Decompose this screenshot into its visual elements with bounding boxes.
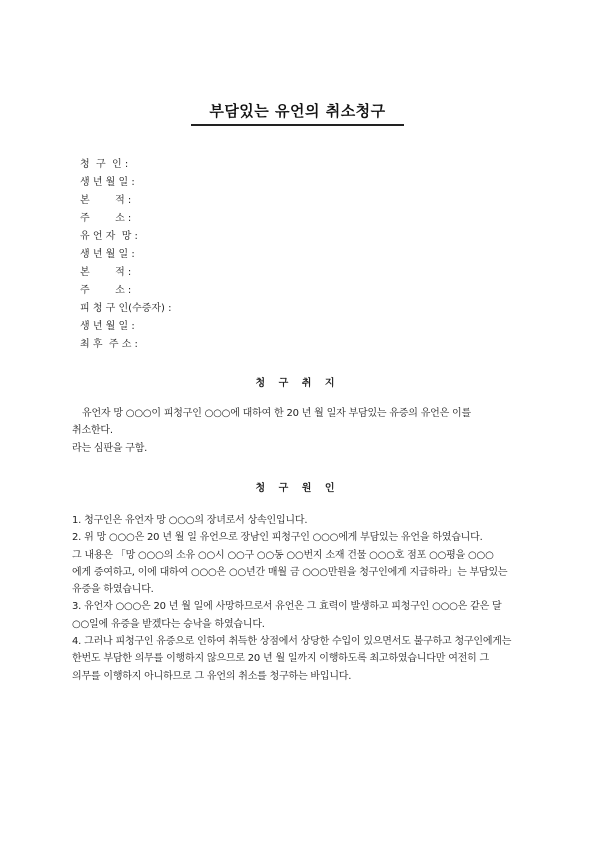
field-claimant-domicile: 본 적 : <box>80 195 132 206</box>
field-claimant-address: 주 소 : <box>80 213 132 224</box>
claim-cause-item-2-content: 그 내용은 「망 ○○○의 소유 ○○시 ○○구 ○○동 ○○번지 소재 건물 ○○○호 점포 ○○평을 ○○○에게 증여하고, 이에 대하여 ○○○은 ○○년간 매월 금 ○○○만원을 청구인에게 지급하라」는 부담있는 유증을 하였습니다. <box>72 549 508 596</box>
field-last-address: 최 후 주 소 : <box>80 339 138 350</box>
field-testator-address: 주 소 : <box>80 285 132 296</box>
claim-purpose-section <box>72 405 512 457</box>
field-testator-birthdate: 생 년 월 일 : <box>80 249 135 260</box>
title-block <box>0 100 595 126</box>
field-testator-domicile: 본 적 : <box>80 267 132 278</box>
field-claimant-birthdate: 생 년 월 일 : <box>80 177 135 188</box>
claim-cause-item-1: 1. 청구인은 유언자 망 ○○○의 장녀로서 상속인입니다. <box>72 515 308 526</box>
document-title: 부담있는 유언의 취소청구 <box>191 100 403 126</box>
claim-cause-item-3: 3. 유언자 ○○○은 20 년 월 일에 사망하므로서 유언은 그 효력이 발생하고 피청구인 ○○○은 같은 달 ○○일에 유증을 받겠다는 승낙을 하였습니다. <box>72 601 502 630</box>
claim-cause-item-2: 2. 위 망 ○○○은 20 년 월 일 유언으로 장남인 피청구인 ○○○에게 부담있는 유언을 하였습니다. <box>72 532 483 544</box>
claim-cause-section <box>72 512 512 685</box>
claim-cause-item-4: 4. 그러나 피청구인 유증으로 인하여 취득한 상점에서 상당한 수입이 있으면서도 불구하고 청구인에게는 한번도 부담한 의무를 이행하지 않으므로 20 년 월 일까지 이행하도록 최고하였습니다만 여전히 그 의무를 이행하지 아니하므로 그 유언의 취소를 청구하는 바입니다. <box>72 636 512 682</box>
claim-purpose-closing: 라는 심판을 구함. <box>72 442 148 454</box>
field-claimant: 청 구 인 : <box>80 159 129 170</box>
party-info-fields <box>80 156 172 354</box>
claim-cause-heading: 청 구 원 인 <box>255 483 340 494</box>
field-testator: 유 언 자 망 : <box>80 231 138 242</box>
field-respondent-birthdate: 생 년 월 일 : <box>80 321 135 332</box>
field-respondent: 피 청 구 인(수증자) : <box>80 303 172 314</box>
claim-purpose-heading: 청 구 취 지 <box>255 378 340 389</box>
claim-purpose-body: 유언자 망 ○○○이 피청구인 ○○○에 대하여 한 20 년 월 일자 부담있는 유증의 유언은 이를 취소한다. <box>72 408 471 437</box>
